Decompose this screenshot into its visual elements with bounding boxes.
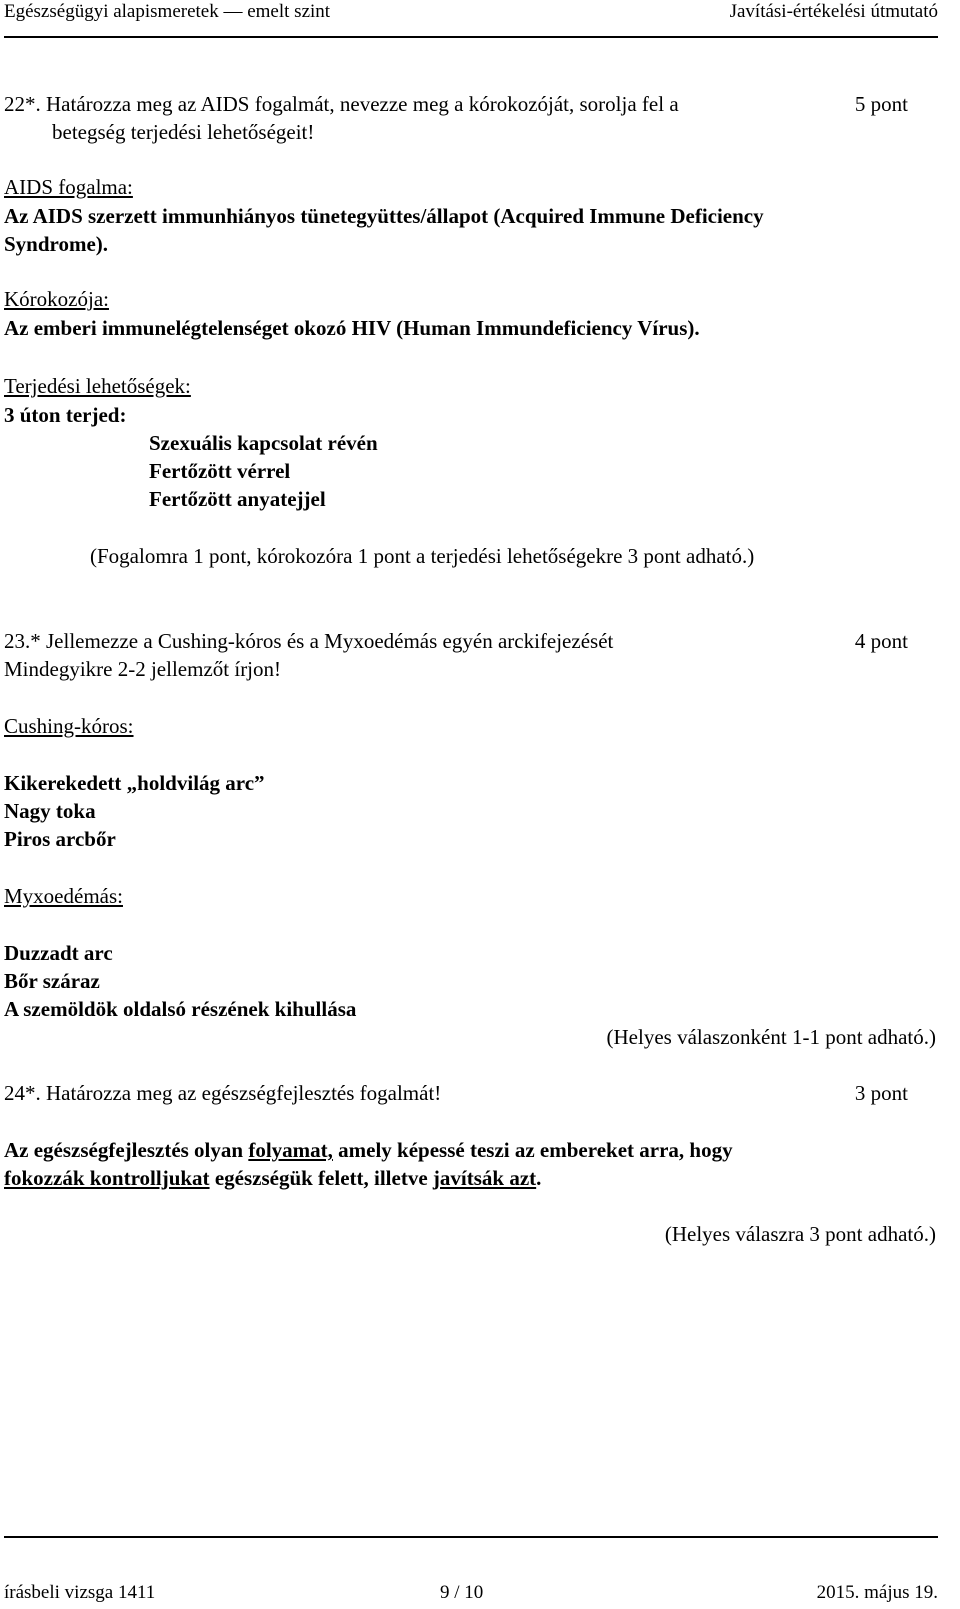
q23-points: 4 pont [854,629,908,653]
q22-spread-item: Fertőzött anyatejjel [149,487,326,511]
q24-prompt: 24*. Határozza meg az egészségfejlesztés fogalmát! [4,1081,442,1105]
q24-scoring: (Helyes válaszra 3 pont adható.) [664,1222,936,1246]
q22-def-label: AIDS fogalma: [4,175,133,199]
q24-answer-key-term: javítsák azt [432,1166,537,1190]
q22-prompt-line1: 22*. Határozza meg az AIDS fogalmát, nevezze meg a kórokozóját, sorolja fel a [4,92,679,116]
q23-cushing-item: Piros arcbőr [4,827,116,851]
footer-page-number: 9 / 10 [440,1582,484,1603]
q22-spread-item: Szexuális kapcsolat révén [149,431,378,455]
footer-exam-id: írásbeli vizsga 1411 [4,1582,156,1603]
q22-pathogen-text: Az emberi immunelégtelenséget okozó HIV (Human Immundeficiency Vírus). [4,316,700,340]
q24-answer-key-term: folyamat, [248,1138,333,1162]
q22-pathogen-label: Kórokozója: [4,287,109,311]
q24-answer-text: egészségük felett, illetve [209,1166,433,1190]
q23-myx-item: A szemöldök oldalsó részének kihullása [4,997,357,1021]
footer-date: 2015. május 19. [816,1582,938,1603]
q23-myx-item: Bőr száraz [4,969,100,993]
q22-scoring: (Fogalomra 1 pont, kórokozóra 1 pont a terjedési lehetőségekre 3 pont adható.) [90,544,755,568]
q23-prompt-line2: Mindegyikre 2-2 jellemzőt írjon! [4,657,282,681]
q23-cushing-item: Kikerekedett „holdvilág arc” [4,771,265,795]
q22-spread-intro: 3 úton terjed: [4,403,127,427]
q23-scoring: (Helyes válaszonként 1-1 pont adható.) [606,1025,936,1049]
q22-prompt-line2: betegség terjedési lehetőségeit! [52,120,315,144]
q24-answer-line1 [4,1138,733,1163]
footer-divider [4,1536,938,1538]
q22-def-line2: Syndrome). [4,232,109,256]
q24-points: 3 pont [854,1081,908,1105]
q22-spread-item: Fertőzött vérrel [149,459,291,483]
q23-myx-label: Myxoedémás: [4,884,123,908]
q24-answer-text: Az egészségfejlesztés olyan [4,1138,249,1162]
q24-answer-line2 [4,1166,541,1191]
header-title: Egészségügyi alapismeretek — emelt szint [4,1,331,22]
header-subtitle: Javítási-értékelési útmutató [729,1,938,22]
q22-points: 5 pont [854,92,908,116]
q24-answer-key-term: fokozzák kontrolljukat [4,1166,210,1190]
q24-answer-text: amely képessé teszi az embereket arra, hogy [332,1138,733,1162]
header-divider [4,36,938,38]
q24-answer-text: . [536,1166,542,1190]
q22-def-line1: Az AIDS szerzett immunhiányos tünetegyüttes/állapot (Acquired Immune Deficiency [4,204,764,228]
q23-prompt-line1: 23.* Jellemezze a Cushing-kóros és a Myxoedémás egyén arckifejezését [4,629,614,653]
q23-cushing-item: Nagy toka [4,799,96,823]
q23-cushing-label: Cushing-kóros: [4,714,134,738]
q23-myx-item: Duzzadt arc [4,941,113,965]
q22-spread-label: Terjedési lehetőségek: [4,374,191,398]
